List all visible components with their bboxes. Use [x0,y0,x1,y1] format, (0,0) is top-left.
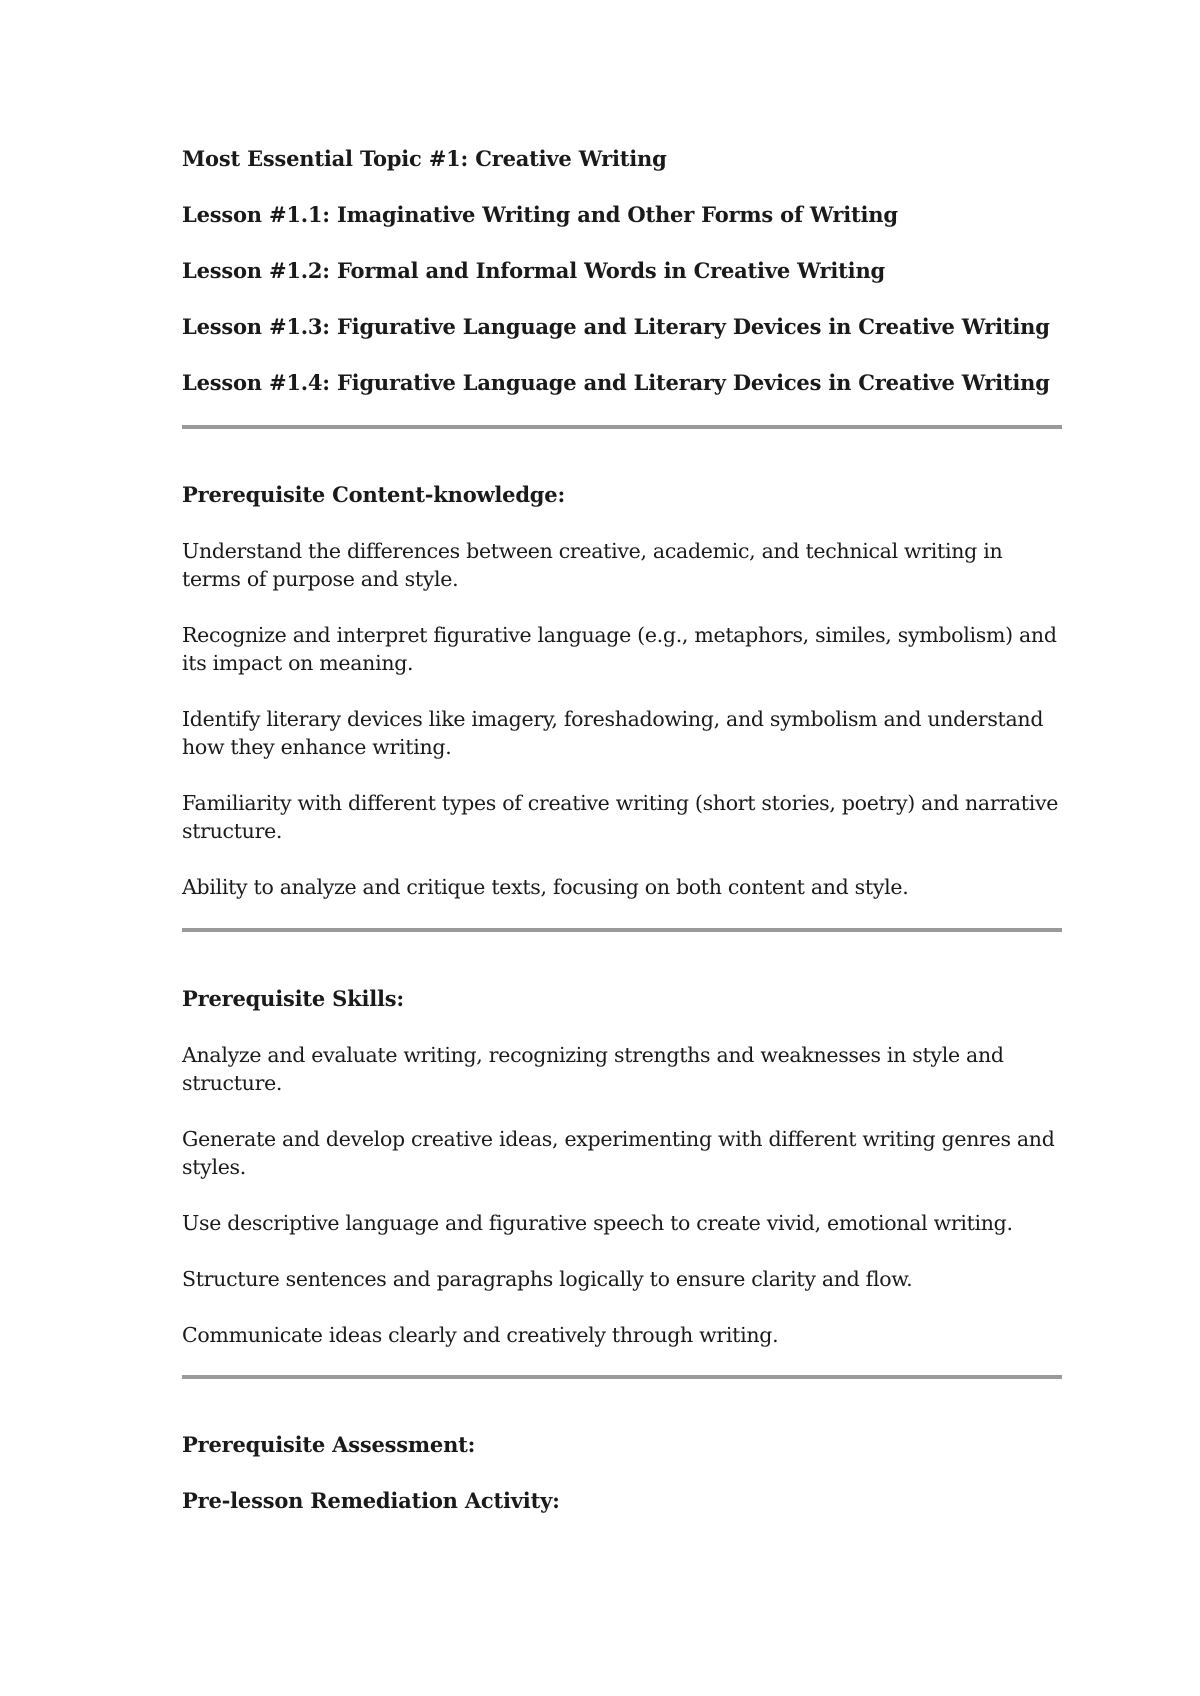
lesson-1-3-heading: Lesson #1.3: Figurative Language and Literary Devices in Creative Writing [182,314,1050,339]
assessment-title: Prerequisite Assessment: [182,1432,476,1457]
content-knowledge-item: Familiarity with different types of creative writing (short stories, poetry) and narrative structure. [182,791,1059,843]
content-knowledge-item: Recognize and interpret figurative language (e.g., metaphors, similes, symbolism) and its impact on meaning. [182,623,1057,675]
skills-item: Generate and develop creative ideas, experimenting with different writing genres and styles. [182,1127,1055,1179]
skills-item: Analyze and evaluate writing, recognizing strengths and weaknesses in style and structure. [182,1043,1004,1095]
content-knowledge-item: Understand the differences between creative, academic, and technical writing in terms of purpose and style. [182,539,1003,591]
skills-item: Structure sentences and paragraphs logically to ensure clarity and flow. [182,1267,913,1291]
content-knowledge-section [182,481,1062,901]
skills-item: Communicate ideas clearly and creatively through writing. [182,1323,779,1347]
remediation-title: Pre-lesson Remediation Activity: [182,1488,560,1513]
skills-title: Prerequisite Skills: [182,986,404,1011]
section-divider [182,928,1062,932]
lesson-1-4-heading: Lesson #1.4: Figurative Language and Literary Devices in Creative Writing [182,370,1050,395]
lesson-1-1-heading: Lesson #1.1: Imaginative Writing and Other Forms of Writing [182,202,898,227]
assessment-section [182,1431,1062,1515]
skills-section [182,985,1062,1349]
lesson-1-2-heading: Lesson #1.2: Formal and Informal Words in Creative Writing [182,258,886,283]
section-divider [182,1375,1062,1379]
content-knowledge-item: Ability to analyze and critique texts, focusing on both content and style. [182,875,909,899]
content-knowledge-title: Prerequisite Content-knowledge: [182,482,565,507]
skills-item: Use descriptive language and figurative speech to create vivid, emotional writing. [182,1211,1013,1235]
main-topic-heading: Most Essential Topic #1: Creative Writing [182,146,667,171]
topics-section [182,145,1062,397]
section-divider [182,425,1062,429]
content-knowledge-item: Identify literary devices like imagery, foreshadowing, and symbolism and understand how they enhance writing. [182,707,1044,759]
